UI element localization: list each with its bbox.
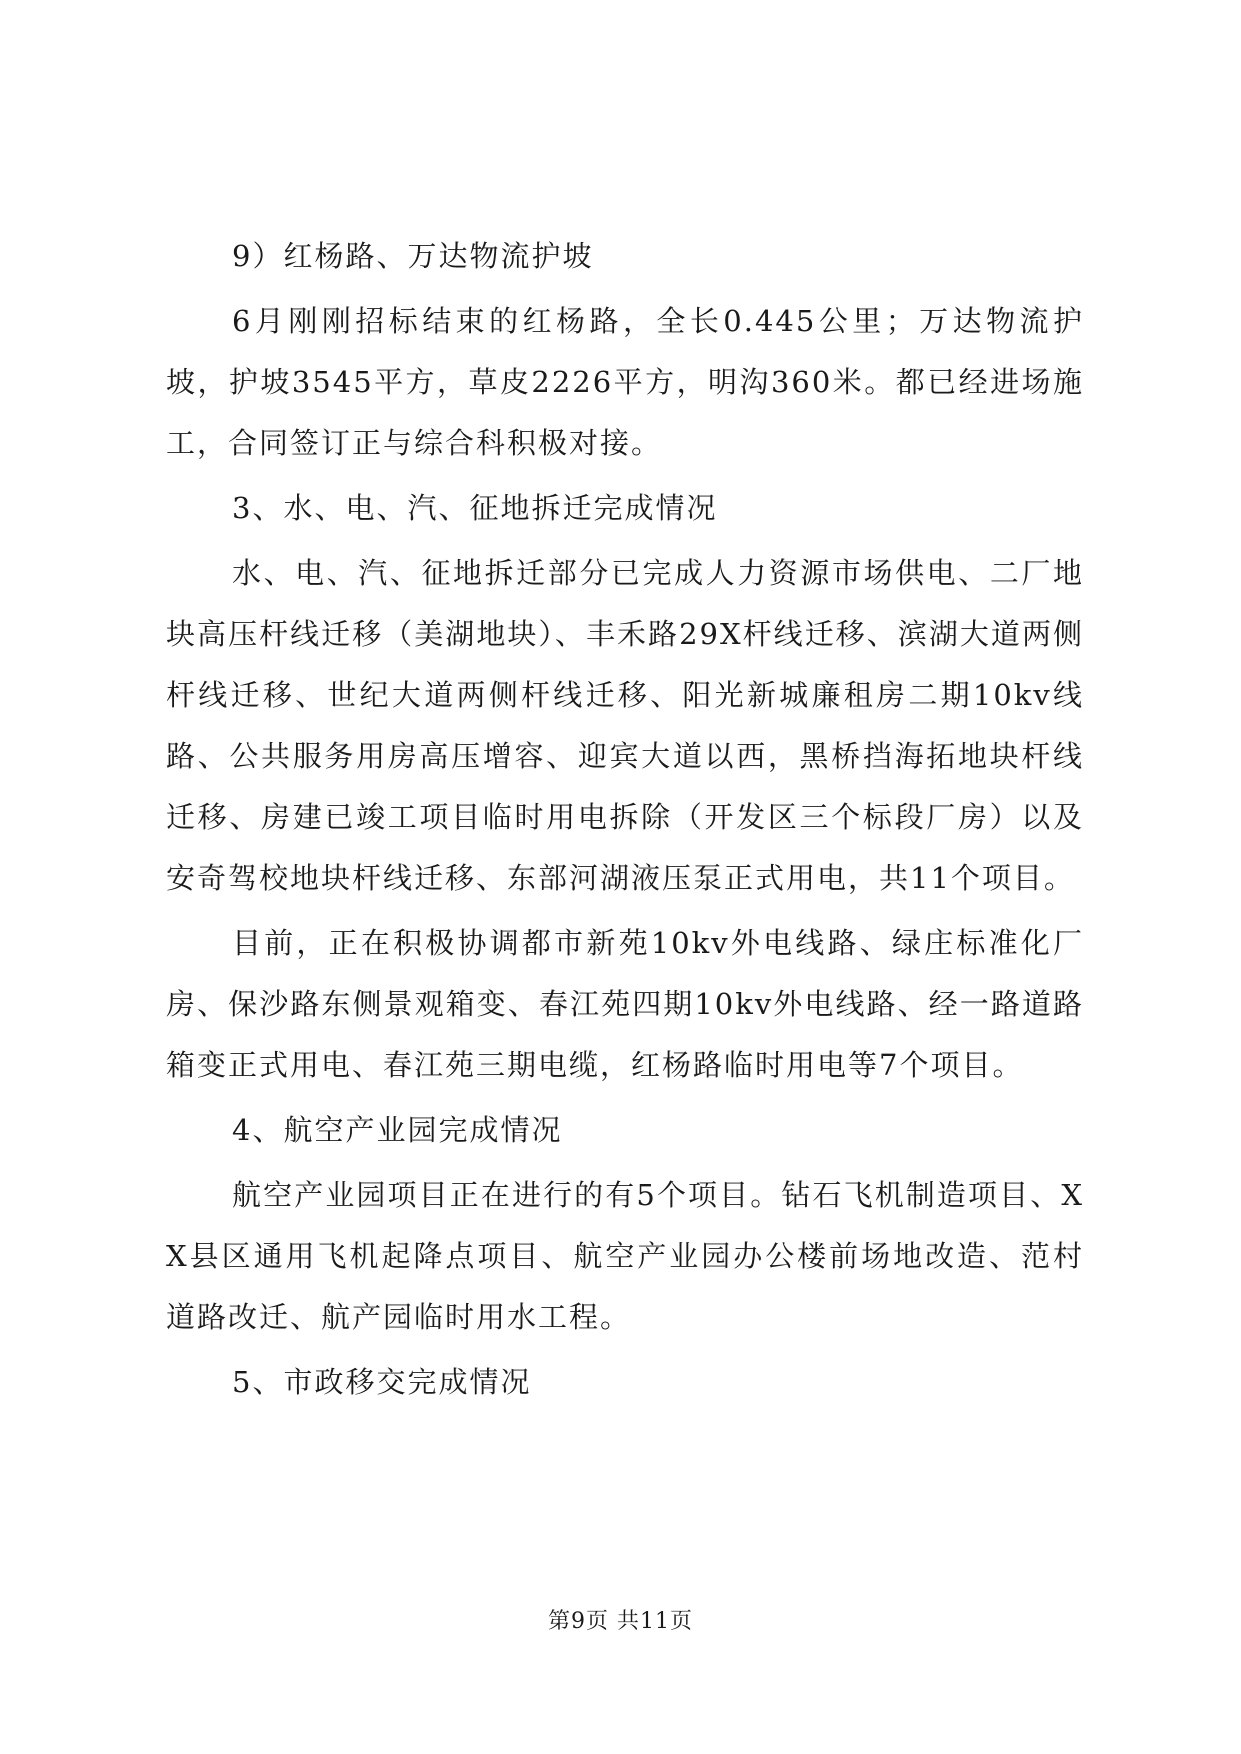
paragraph-utilities-in-progress: 目前，正在积极协调都市新苑10kv外电线路、绿庄标准化厂房、保沙路东侧景观箱变、春江苑四期10kv外电线路、经一路道路箱变正式用电、春江苑三期电缆，红杨路临时用电等7个项目。 — [166, 926, 1084, 1082]
section-heading-aviation-park: 4、航空产业园完成情况 — [232, 1113, 563, 1147]
paragraph-utilities-completed: 水、电、汽、征地拆迁部分已完成人力资源市场供电、二厂地块高压杆线迁移（美湖地块）、丰禾路29X杆线迁移、滨湖大道两侧杆线迁移、世纪大道两侧杆线迁移、阳光新城廉租房二期10kv线路、公共服务用房高压增容、迎宾大道以西，黑桥挡海拓地块杆线迁移、房建已竣工项目临时用电拆除（开发区三个标段厂房）以及安奇驾校地块杆线迁移、东部河湖液压泵正式用电，共11个项目。 — [166, 556, 1084, 895]
paragraph-red-yang-road: 6月刚刚招标结束的红杨路，全长0.445公里；万达物流护坡，护坡3545平方，草皮2226平方，明沟360米。都已经进场施工，合同签订正与综合科积极对接。 — [166, 304, 1084, 460]
section-heading-red-yang-road: 9）红杨路、万达物流护坡 — [232, 239, 594, 273]
document-body — [166, 226, 1084, 1417]
paragraph-aviation-park: 航空产业园项目正在进行的有5个项目。钻石飞机制造项目、XX县区通用飞机起降点项目、航空产业园办公楼前场地改造、范村道路改迁、航产园临时用水工程。 — [166, 1178, 1084, 1334]
page-footer: 第9页 共11页 — [548, 1609, 693, 1634]
section-heading-utilities-relocation: 3、水、电、汽、征地拆迁完成情况 — [232, 491, 718, 525]
section-heading-municipal-handover: 5、市政移交完成情况 — [232, 1365, 532, 1399]
